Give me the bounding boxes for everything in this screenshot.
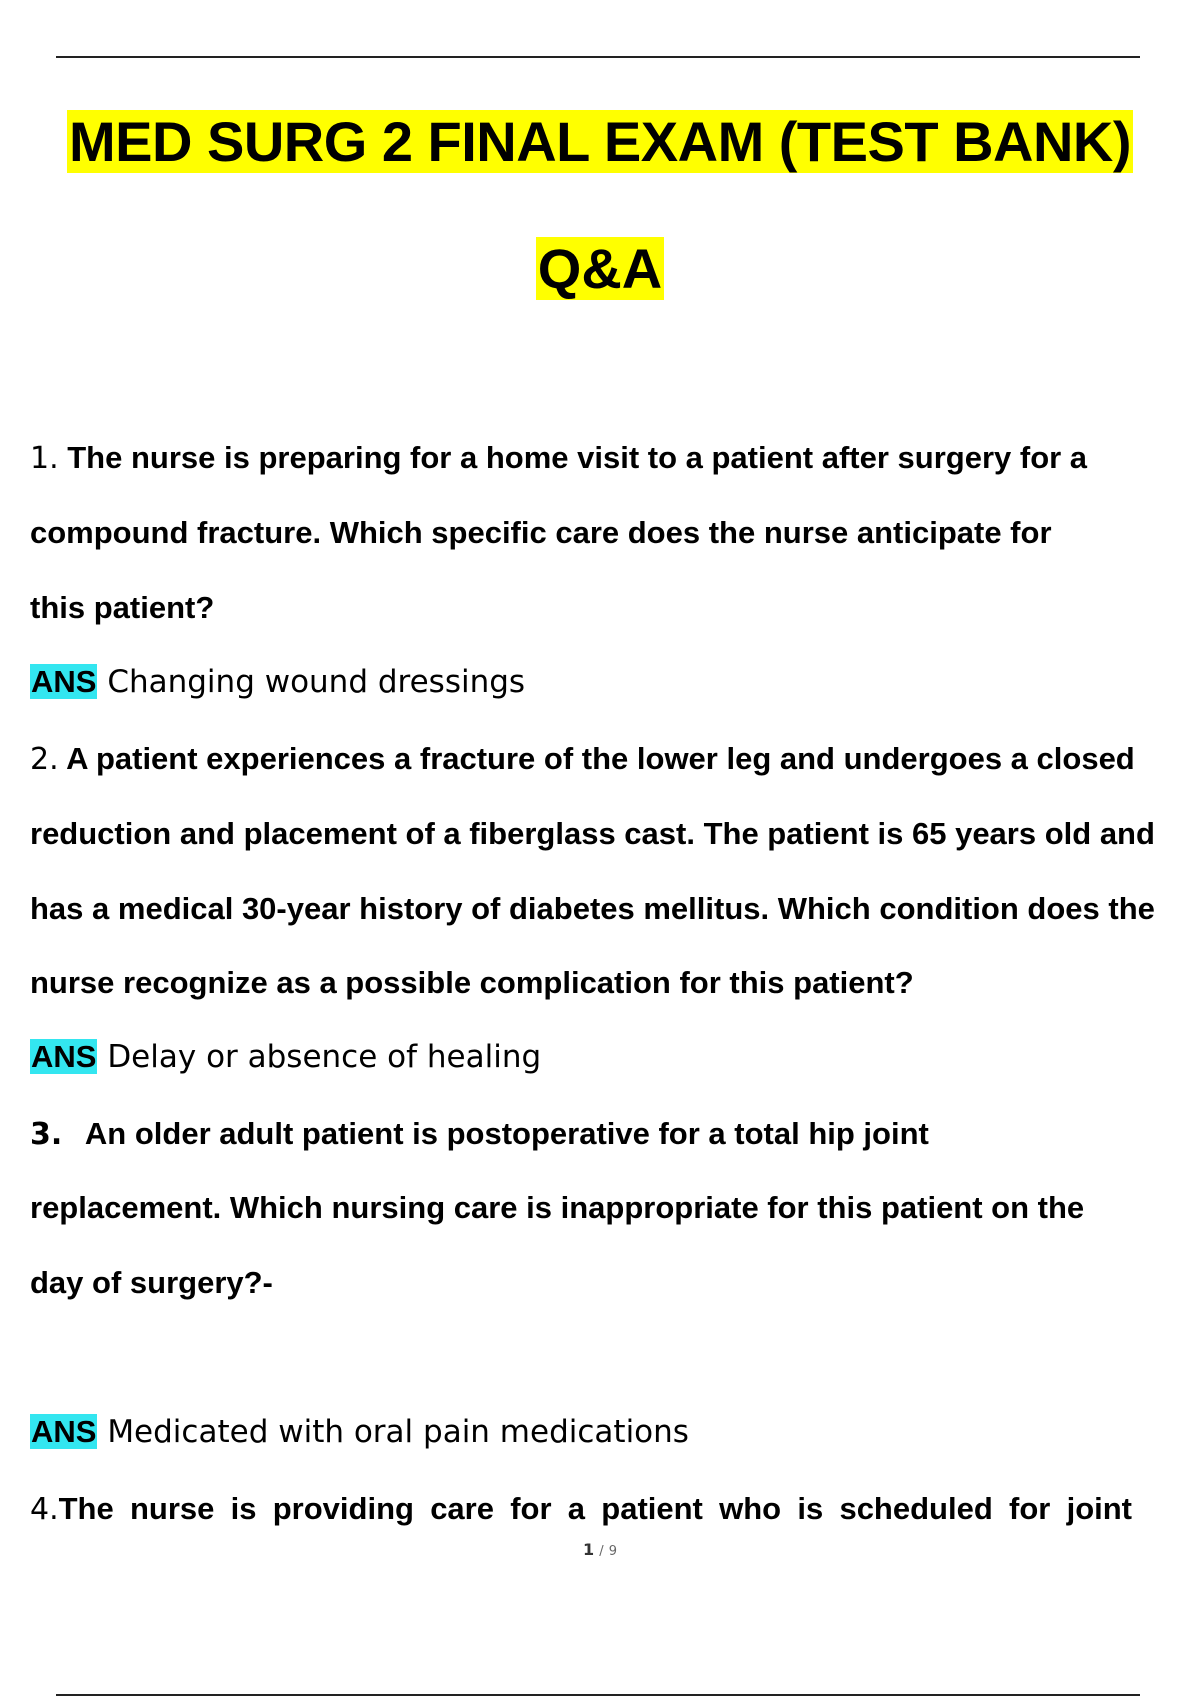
document-subtitle (0, 234, 1200, 304)
question-2-line-2 (30, 814, 1155, 854)
question-2-text-2: reduction and placement of a fiberglass cast. The patient is 65 years old and (30, 816, 1155, 851)
answer-1-tag: ANS (31, 664, 97, 699)
document-title (0, 106, 1200, 178)
question-1-text-2: compound fracture. Which specific care does the nurse anticipate for (30, 515, 1052, 550)
question-4-word: nurse (129, 1491, 215, 1526)
question-1-text-3: this patient? (30, 590, 215, 625)
question-3-text-2: replacement. Which nursing care is inappropriate for this patient on the (30, 1190, 1085, 1225)
question-2-line-3 (30, 889, 1155, 929)
question-4-word: who (719, 1491, 782, 1526)
question-4-word: providing (272, 1491, 414, 1526)
question-1-line-2 (30, 513, 1052, 553)
question-3-line-2 (30, 1188, 1084, 1228)
question-4-word: care (430, 1491, 494, 1526)
question-2-text-4: nurse recognize as a possible complication for this patient? (30, 965, 914, 1000)
question-3-line-3 (30, 1263, 273, 1303)
question-4-number: 4. (30, 1492, 59, 1527)
page-number (0, 1540, 1200, 1559)
answer-2-tag: ANS (31, 1039, 97, 1074)
question-2-line-1 (30, 739, 1135, 780)
question-2-text-1: A patient experiences a fracture of the lower leg and undergoes a closed (66, 741, 1135, 776)
question-2-number: 2. (30, 742, 59, 777)
answer-1 (30, 661, 525, 703)
answer-1-text: Changing wound dressings (107, 664, 526, 700)
question-4-word: The (58, 1491, 114, 1526)
question-4-word: patient (601, 1491, 703, 1526)
answer-3-tag: ANS (31, 1414, 97, 1449)
question-1-number: 1. (30, 441, 59, 476)
question-4-line-1 (30, 1489, 1132, 1530)
answer-2-text: Delay or absence of healing (107, 1039, 542, 1075)
question-3-line-1 (30, 1114, 929, 1155)
question-4-word: joint (1066, 1491, 1132, 1526)
question-4-word: is (230, 1491, 257, 1526)
answer-3-text: Medicated with oral pain medications (107, 1414, 689, 1450)
page-separator: / (599, 1544, 604, 1559)
question-3-text-1: An older adult patient is postoperative for a total hip joint (84, 1116, 929, 1151)
page-current: 1 (583, 1540, 595, 1559)
answer-2 (30, 1036, 541, 1078)
title-highlight: MED SURG 2 FINAL EXAM (TEST BANK) (68, 110, 1132, 173)
question-4-justified (30, 1489, 1132, 1530)
page-total: 9 (608, 1544, 617, 1559)
question-1-line-1 (30, 438, 1087, 479)
question-1-line-3 (30, 588, 214, 628)
top-rule (56, 56, 1140, 58)
question-4-word: is (797, 1491, 824, 1526)
question-4-word: for (1009, 1491, 1051, 1526)
question-4-word: for (510, 1491, 552, 1526)
question-4-word: a (567, 1491, 586, 1526)
question-1-text-1: The nurse is preparing for a home visit to a patient after surgery for a (67, 440, 1088, 475)
bottom-rule (56, 1694, 1140, 1696)
question-3-number: 3. (30, 1117, 63, 1152)
question-4-word: scheduled (839, 1491, 993, 1526)
question-2-line-4 (30, 963, 914, 1003)
subtitle-highlight: Q&A (537, 237, 663, 300)
question-2-text-3: has a medical 30-year history of diabetes mellitus. Which condition does the (30, 891, 1155, 926)
answer-3 (30, 1411, 689, 1453)
question-3-text-3: day of surgery?- (30, 1265, 273, 1300)
